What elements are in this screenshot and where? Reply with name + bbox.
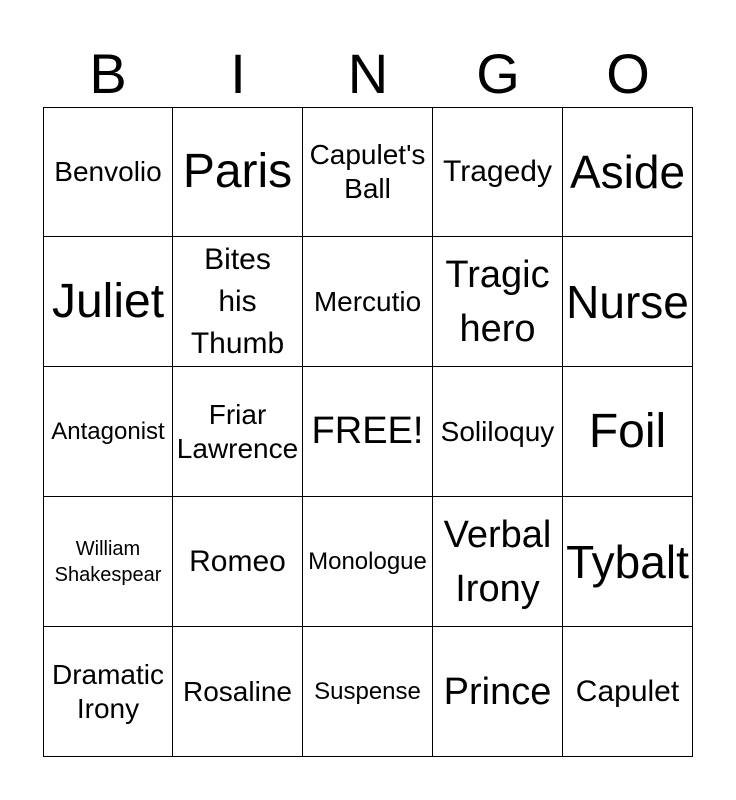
cell-text: Friar Lawrence	[176, 398, 299, 464]
header-letter-n: N	[347, 42, 389, 105]
cell-text: Prince	[443, 670, 552, 713]
cell-text: Monologue	[308, 547, 427, 575]
cell-text: Romeo	[189, 544, 286, 578]
free-space-cell[interactable]	[303, 367, 433, 497]
bingo-board	[43, 107, 693, 757]
bingo-header	[43, 40, 693, 108]
cell-text: Tybalt	[566, 535, 689, 588]
cell-text: Capulet's Ball	[309, 139, 426, 204]
cell-text: Antagonist	[51, 417, 165, 445]
bingo-cell[interactable]	[303, 627, 433, 757]
cell-text: Benvolio	[54, 156, 162, 187]
cell-text: Tragic hero	[445, 253, 550, 350]
header-letter-o: O	[606, 42, 650, 105]
cell-text: Aside	[569, 146, 686, 198]
bingo-cell[interactable]	[563, 627, 693, 757]
cell-text: Bites his Thumb	[190, 242, 285, 360]
header-letter-i: I	[230, 42, 246, 105]
cell-text: Verbal Irony	[443, 513, 552, 610]
header-letter-g: G	[476, 42, 520, 105]
bingo-cell[interactable]	[173, 107, 303, 237]
bingo-cell[interactable]	[563, 497, 693, 627]
bingo-cell[interactable]	[303, 107, 433, 237]
cell-text: Nurse	[566, 275, 689, 328]
bingo-cell[interactable]	[433, 627, 563, 757]
header-letter-b: B	[89, 42, 127, 105]
bingo-cell[interactable]	[303, 237, 433, 367]
cell-text: Juliet	[51, 274, 165, 328]
bingo-cell[interactable]	[43, 627, 173, 757]
bingo-cell[interactable]	[563, 107, 693, 237]
cell-text: Rosaline	[183, 675, 292, 707]
bingo-cell[interactable]	[433, 367, 563, 497]
bingo-cell[interactable]	[173, 367, 303, 497]
cell-text: William Shakespear	[54, 537, 162, 586]
cell-text: Foil	[588, 404, 667, 458]
bingo-cell[interactable]	[43, 497, 173, 627]
bingo-cell[interactable]	[173, 237, 303, 367]
bingo-cell[interactable]	[433, 107, 563, 237]
bingo-cell[interactable]	[43, 367, 173, 497]
bingo-cell[interactable]	[563, 237, 693, 367]
cell-text: Capulet	[575, 674, 680, 708]
cell-text: Suspense	[314, 677, 421, 705]
cell-text: Tragedy	[443, 155, 552, 188]
bingo-cell[interactable]	[303, 497, 433, 627]
cell-text: Soliloquy	[440, 415, 555, 447]
bingo-cell[interactable]	[563, 367, 693, 497]
bingo-cell[interactable]	[173, 497, 303, 627]
cell-text: Paris	[182, 145, 293, 198]
bingo-cell[interactable]	[43, 107, 173, 237]
bingo-cell[interactable]	[173, 627, 303, 757]
cell-text: Dramatic Irony	[51, 658, 164, 724]
free-space-text: FREE!	[311, 410, 424, 452]
bingo-cell[interactable]	[43, 237, 173, 367]
cell-text: Mercutio	[313, 285, 422, 317]
bingo-cell[interactable]	[433, 237, 563, 367]
bingo-cell[interactable]	[433, 497, 563, 627]
